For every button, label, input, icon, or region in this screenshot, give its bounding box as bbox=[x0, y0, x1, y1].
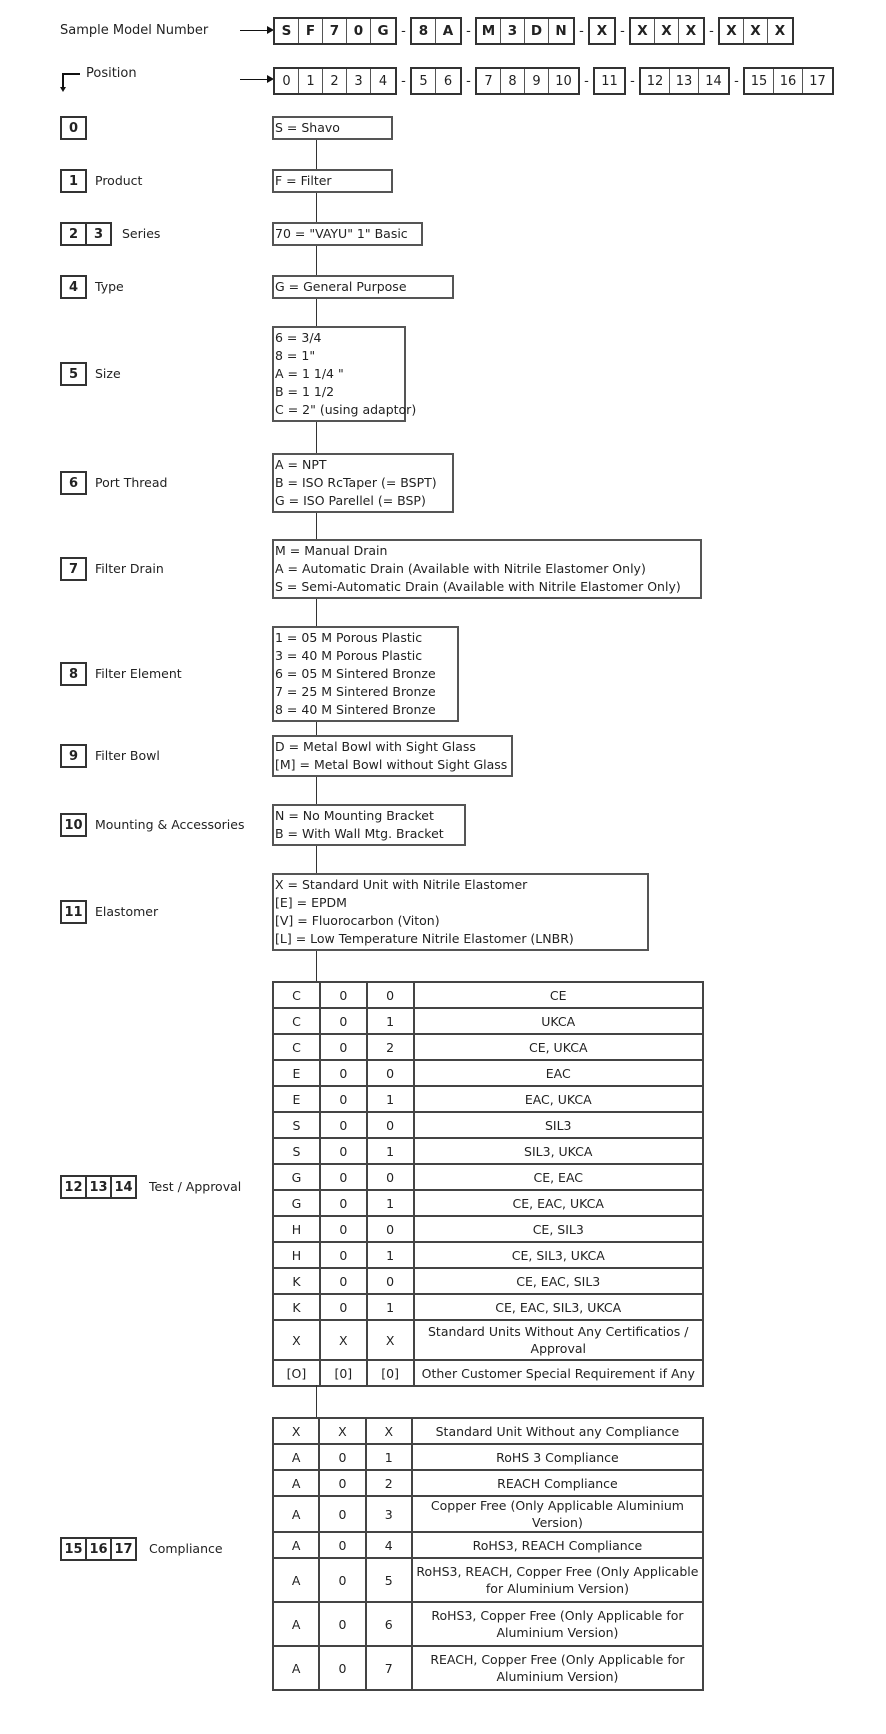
table-code-cell: 1 bbox=[367, 1190, 414, 1216]
table-code-cell: 0 bbox=[320, 1242, 367, 1268]
table-description-cell: CE, SIL3 bbox=[414, 1216, 704, 1242]
option-box bbox=[272, 326, 417, 422]
position-number-box: 17 bbox=[110, 1537, 137, 1561]
model-code-char: X bbox=[720, 19, 744, 43]
table-description-cell: CE, EAC, SIL3, UKCA bbox=[414, 1294, 704, 1320]
option-item: D = Metal Bowl with Sight Glass bbox=[275, 739, 476, 754]
position-sequence bbox=[273, 67, 834, 95]
table-row bbox=[273, 1190, 703, 1216]
position-boxes bbox=[60, 275, 87, 299]
table-code-cell: [O] bbox=[273, 1360, 320, 1386]
option-box bbox=[272, 626, 459, 722]
table-row bbox=[273, 1294, 703, 1320]
table-code-cell: 0 bbox=[367, 982, 414, 1008]
model-code-char: N bbox=[555, 23, 567, 39]
table-code-cell: X bbox=[367, 1320, 414, 1360]
position-number-box: 14 bbox=[110, 1175, 137, 1199]
connector-line bbox=[316, 599, 317, 626]
table-code-cell: H bbox=[273, 1216, 320, 1242]
table-description-cell: SIL3 bbox=[414, 1112, 704, 1138]
table-code-cell: C bbox=[273, 982, 320, 1008]
table-row bbox=[273, 1138, 703, 1164]
position-number: 13 bbox=[670, 69, 699, 93]
table-code-cell: 0 bbox=[319, 1496, 365, 1532]
table-description-cell: CE, EAC bbox=[414, 1164, 704, 1190]
table-code-cell: 2 bbox=[367, 1034, 414, 1060]
table-code-cell: A bbox=[273, 1646, 319, 1690]
position-number: 17 bbox=[809, 73, 826, 89]
table-row bbox=[273, 982, 703, 1008]
option-box bbox=[272, 169, 393, 193]
code-group bbox=[273, 67, 397, 95]
option-item: G = ISO Parellel (= BSP) bbox=[275, 493, 426, 508]
table-code-cell: 0 bbox=[320, 1216, 367, 1242]
table-code-cell: 0 bbox=[320, 982, 367, 1008]
table-row bbox=[273, 1646, 703, 1690]
table-code-cell: 7 bbox=[366, 1646, 412, 1690]
connector-line bbox=[316, 1385, 317, 1417]
model-code-char: X bbox=[685, 23, 697, 39]
section-name: Port Thread bbox=[95, 475, 168, 490]
section-name: Series bbox=[122, 226, 161, 241]
position-boxes bbox=[60, 662, 87, 686]
table-row bbox=[273, 1532, 703, 1558]
position-number: 9 bbox=[525, 69, 549, 93]
position-boxes bbox=[60, 813, 87, 837]
position-boxes bbox=[60, 116, 87, 140]
separator-dash: - bbox=[401, 73, 406, 89]
code-group bbox=[593, 67, 626, 95]
table-row bbox=[273, 1112, 703, 1138]
option-item: 6 = 3/4 bbox=[275, 330, 322, 345]
table-row bbox=[273, 1216, 703, 1242]
table-code-cell: 0 bbox=[320, 1034, 367, 1060]
option-item: 1 = 05 M Porous Plastic bbox=[275, 630, 423, 645]
section-name: Filter Element bbox=[95, 666, 182, 681]
model-code-char: 0 bbox=[347, 19, 371, 43]
model-code-char: X bbox=[744, 19, 768, 43]
table-description-cell: RoHS3, REACH Compliance bbox=[412, 1532, 703, 1558]
table-code-cell: 0 bbox=[319, 1444, 365, 1470]
position-boxes bbox=[60, 222, 112, 246]
code-group bbox=[273, 17, 397, 45]
table-row bbox=[273, 1164, 703, 1190]
connector-line bbox=[316, 193, 317, 222]
table-row bbox=[273, 1242, 703, 1268]
connector-line bbox=[316, 422, 317, 453]
option-item: B = ISO RcTaper (= BSPT) bbox=[275, 475, 437, 490]
position-number: 4 bbox=[378, 73, 388, 89]
position-number: 12 bbox=[641, 69, 670, 93]
option-box bbox=[272, 222, 423, 246]
table-code-cell: X bbox=[366, 1418, 412, 1444]
table-code-cell: 0 bbox=[319, 1602, 365, 1646]
model-code-char: 8 bbox=[412, 19, 436, 43]
position-number-box: 16 bbox=[85, 1537, 112, 1561]
table-code-cell: C bbox=[273, 1034, 320, 1060]
table-row bbox=[273, 1320, 703, 1360]
option-item: A = Automatic Drain (Available with Nitrile Elastomer Only) bbox=[275, 561, 646, 576]
model-code-char: X bbox=[596, 23, 608, 39]
code-table bbox=[272, 1417, 704, 1691]
option-box bbox=[272, 873, 649, 951]
table-code-cell: 0 bbox=[367, 1164, 414, 1190]
option-item: [L] = Low Temperature Nitrile Elastomer (LNBR) bbox=[275, 931, 574, 946]
position-number-box: 7 bbox=[60, 557, 87, 581]
table-code-cell: X bbox=[273, 1320, 320, 1360]
table-code-cell: 0 bbox=[367, 1112, 414, 1138]
table-code-cell: A bbox=[273, 1558, 319, 1602]
model-code-char: S bbox=[275, 19, 299, 43]
position-number: 3 bbox=[347, 69, 371, 93]
table-code-cell: G bbox=[273, 1164, 320, 1190]
option-item: 7 = 25 M Sintered Bronze bbox=[275, 684, 436, 699]
code-group bbox=[410, 17, 462, 45]
position-boxes bbox=[60, 1175, 137, 1199]
table-code-cell: A bbox=[273, 1470, 319, 1496]
position-number: 1 bbox=[299, 69, 323, 93]
position-number: 11 bbox=[601, 73, 618, 89]
table-description-cell: Other Customer Special Requirement if Any bbox=[414, 1360, 704, 1386]
position-boxes bbox=[60, 900, 87, 924]
option-item: C = 2" (using adaptor) bbox=[275, 402, 417, 417]
option-item: F = Filter bbox=[275, 173, 332, 188]
table-code-cell: E bbox=[273, 1060, 320, 1086]
table-code-cell: [0] bbox=[320, 1360, 367, 1386]
option-item: S = Semi-Automatic Drain (Available with Nitrile Elastomer Only) bbox=[275, 579, 681, 594]
position-boxes bbox=[60, 362, 87, 386]
position-number: 0 bbox=[275, 69, 299, 93]
table-code-cell: 0 bbox=[319, 1558, 365, 1602]
connector-line bbox=[316, 846, 317, 873]
connector-line bbox=[316, 777, 317, 804]
table-code-cell: A bbox=[273, 1444, 319, 1470]
table-description-cell: Copper Free (Only Applicable Aluminium Version) bbox=[412, 1496, 703, 1532]
table-code-cell: 1 bbox=[366, 1444, 412, 1470]
position-number: 6 bbox=[443, 73, 453, 89]
position-number: 5 bbox=[412, 69, 436, 93]
table-code-cell: 1 bbox=[367, 1138, 414, 1164]
option-box bbox=[272, 275, 454, 299]
table-code-cell: 0 bbox=[319, 1470, 365, 1496]
table-description-cell: REACH, Copper Free (Only Applicable for Aluminium Version) bbox=[412, 1646, 703, 1690]
table-description-cell: CE, UKCA bbox=[414, 1034, 704, 1060]
position-boxes bbox=[60, 557, 87, 581]
section-name: Test / Approval bbox=[149, 1179, 242, 1194]
table-row bbox=[273, 1268, 703, 1294]
option-item: 6 = 05 M Sintered Bronze bbox=[275, 666, 436, 681]
position-number-box: 2 bbox=[60, 222, 87, 246]
position-bracket-arrow bbox=[60, 87, 66, 92]
option-item: [V] = Fluorocarbon (Viton) bbox=[275, 913, 440, 928]
table-code-cell: E bbox=[273, 1086, 320, 1112]
code-group bbox=[588, 17, 616, 45]
position-boxes bbox=[60, 744, 87, 768]
table-code-cell: X bbox=[320, 1320, 367, 1360]
table-code-cell: 1 bbox=[367, 1242, 414, 1268]
section-name: Type bbox=[95, 279, 124, 294]
model-code-char: F bbox=[299, 19, 323, 43]
code-table bbox=[272, 981, 704, 1387]
section-name: Product bbox=[95, 173, 143, 188]
option-box bbox=[272, 804, 466, 846]
connector-line bbox=[316, 246, 317, 275]
option-item: S = Shavo bbox=[275, 120, 340, 135]
option-item: 8 = 40 M Sintered Bronze bbox=[275, 702, 436, 717]
section-name: Elastomer bbox=[95, 904, 159, 919]
separator-dash: - bbox=[709, 23, 714, 39]
position-number-box: 11 bbox=[60, 900, 87, 924]
table-code-cell: 1 bbox=[367, 1086, 414, 1112]
position-boxes bbox=[60, 471, 87, 495]
table-code-cell: 0 bbox=[320, 1138, 367, 1164]
table-row bbox=[273, 1418, 703, 1444]
position-number: 8 bbox=[501, 69, 525, 93]
section-name: Filter Drain bbox=[95, 561, 164, 576]
table-description-cell: RoHS3, REACH, Copper Free (Only Applicable for Aluminium Version) bbox=[412, 1558, 703, 1602]
code-group bbox=[475, 17, 575, 45]
separator-dash: - bbox=[466, 73, 471, 89]
position-boxes bbox=[60, 1537, 137, 1561]
separator-dash: - bbox=[466, 23, 471, 39]
table-row bbox=[273, 1444, 703, 1470]
connector-line bbox=[316, 513, 317, 539]
option-box bbox=[272, 539, 702, 599]
table-row bbox=[273, 1086, 703, 1112]
table-code-cell: 6 bbox=[366, 1602, 412, 1646]
option-item: X = Standard Unit with Nitrile Elastomer bbox=[275, 877, 528, 892]
option-item: N = No Mounting Bracket bbox=[275, 808, 434, 823]
separator-dash: - bbox=[630, 73, 635, 89]
table-code-cell: 0 bbox=[367, 1060, 414, 1086]
code-group bbox=[743, 67, 834, 95]
position-arrow bbox=[240, 79, 272, 80]
table-code-cell: X bbox=[273, 1418, 319, 1444]
sample-arrow bbox=[240, 30, 272, 31]
option-item: 3 = 40 M Porous Plastic bbox=[275, 648, 423, 663]
connector-line bbox=[316, 140, 317, 169]
separator-dash: - bbox=[734, 73, 739, 89]
section-name: Compliance bbox=[149, 1541, 223, 1556]
table-description-cell: CE, EAC, SIL3 bbox=[414, 1268, 704, 1294]
separator-dash: - bbox=[401, 23, 406, 39]
option-item: B = With Wall Mtg. Bracket bbox=[275, 826, 444, 841]
option-item: A = 1 1/4 " bbox=[275, 366, 344, 381]
table-code-cell: 0 bbox=[319, 1646, 365, 1690]
model-code-char: 3 bbox=[501, 19, 525, 43]
table-code-cell: 0 bbox=[367, 1216, 414, 1242]
table-description-cell: CE bbox=[414, 982, 704, 1008]
option-item: A = NPT bbox=[275, 457, 327, 472]
table-code-cell: 0 bbox=[320, 1190, 367, 1216]
position-number-box: 5 bbox=[60, 362, 87, 386]
table-code-cell: A bbox=[273, 1602, 319, 1646]
model-code-char: G bbox=[377, 23, 389, 39]
option-box bbox=[272, 735, 513, 777]
table-code-cell: 2 bbox=[366, 1470, 412, 1496]
connector-line bbox=[316, 299, 317, 326]
table-description-cell: RoHS3, Copper Free (Only Applicable for Aluminium Version) bbox=[412, 1602, 703, 1646]
table-description-cell: CE, EAC, UKCA bbox=[414, 1190, 704, 1216]
position-number: 14 bbox=[705, 73, 722, 89]
table-code-cell: C bbox=[273, 1008, 320, 1034]
model-code-char: 7 bbox=[323, 19, 347, 43]
position-number-box: 4 bbox=[60, 275, 87, 299]
option-box bbox=[272, 453, 454, 513]
position-number-box: 0 bbox=[60, 116, 87, 140]
table-code-cell: 1 bbox=[367, 1008, 414, 1034]
table-description-cell: Standard Units Without Any Certificatios / Approval bbox=[414, 1320, 704, 1360]
connector-line bbox=[316, 722, 317, 735]
table-code-cell: A bbox=[273, 1532, 319, 1558]
model-code-char: X bbox=[774, 23, 786, 39]
table-code-cell: 1 bbox=[367, 1294, 414, 1320]
position-number: 16 bbox=[774, 69, 803, 93]
position-number-box: 10 bbox=[60, 813, 87, 837]
position-number: 15 bbox=[745, 69, 774, 93]
table-code-cell: 5 bbox=[366, 1558, 412, 1602]
table-code-cell: 3 bbox=[366, 1496, 412, 1532]
code-group bbox=[629, 17, 705, 45]
position-number: 7 bbox=[477, 69, 501, 93]
table-code-cell: 0 bbox=[320, 1294, 367, 1320]
table-code-cell: 0 bbox=[320, 1268, 367, 1294]
option-item: G = General Purpose bbox=[275, 279, 407, 294]
position-number: 10 bbox=[555, 73, 572, 89]
table-code-cell: K bbox=[273, 1268, 320, 1294]
table-code-cell: 0 bbox=[320, 1086, 367, 1112]
table-row bbox=[273, 1360, 703, 1386]
model-code-char: X bbox=[631, 19, 655, 43]
option-item: 8 = 1" bbox=[275, 348, 316, 363]
position-number-box: 13 bbox=[85, 1175, 112, 1199]
table-row bbox=[273, 1060, 703, 1086]
code-group bbox=[475, 67, 580, 95]
table-description-cell: UKCA bbox=[414, 1008, 704, 1034]
table-code-cell: 0 bbox=[320, 1112, 367, 1138]
option-item: M = Manual Drain bbox=[275, 543, 388, 558]
separator-dash: - bbox=[584, 73, 589, 89]
code-group bbox=[639, 67, 730, 95]
option-item: [E] = EPDM bbox=[275, 895, 347, 910]
section-name: Size bbox=[95, 366, 121, 381]
table-code-cell: 0 bbox=[320, 1060, 367, 1086]
separator-dash: - bbox=[620, 23, 625, 39]
table-code-cell: 0 bbox=[320, 1164, 367, 1190]
sample-model-code bbox=[273, 17, 794, 45]
section-name: Filter Bowl bbox=[95, 748, 160, 763]
table-code-cell: 0 bbox=[367, 1268, 414, 1294]
section-name: Mounting & Accessories bbox=[95, 817, 245, 832]
table-row bbox=[273, 1470, 703, 1496]
option-item: [M] = Metal Bowl without Sight Glass bbox=[275, 757, 508, 772]
position-number: 2 bbox=[323, 69, 347, 93]
option-item: 70 = "VAYU" 1" Basic bbox=[275, 226, 408, 241]
table-description-cell: CE, SIL3, UKCA bbox=[414, 1242, 704, 1268]
position-number-box: 12 bbox=[60, 1175, 87, 1199]
table-description-cell: RoHS 3 Compliance bbox=[412, 1444, 703, 1470]
position-number-box: 8 bbox=[60, 662, 87, 686]
table-code-cell: G bbox=[273, 1190, 320, 1216]
code-group bbox=[718, 17, 794, 45]
table-code-cell: A bbox=[273, 1496, 319, 1532]
separator-dash: - bbox=[579, 23, 584, 39]
table-row bbox=[273, 1034, 703, 1060]
table-row bbox=[273, 1602, 703, 1646]
table-description-cell: REACH Compliance bbox=[412, 1470, 703, 1496]
table-code-cell: 0 bbox=[319, 1532, 365, 1558]
model-code-char: X bbox=[655, 19, 679, 43]
table-description-cell: Standard Unit Without any Compliance bbox=[412, 1418, 703, 1444]
table-code-cell: S bbox=[273, 1112, 320, 1138]
option-item: B = 1 1/2 bbox=[275, 384, 335, 399]
position-number-box: 1 bbox=[60, 169, 87, 193]
connector-line bbox=[316, 951, 317, 981]
position-label: Position bbox=[86, 66, 137, 81]
position-number-box: 6 bbox=[60, 471, 87, 495]
model-code-char: M bbox=[477, 19, 501, 43]
position-boxes bbox=[60, 169, 87, 193]
position-number-box: 3 bbox=[85, 222, 112, 246]
table-code-cell: K bbox=[273, 1294, 320, 1320]
table-code-cell: 0 bbox=[320, 1008, 367, 1034]
position-number-box: 9 bbox=[60, 744, 87, 768]
model-code-char: A bbox=[442, 23, 454, 39]
table-description-cell: EAC, UKCA bbox=[414, 1086, 704, 1112]
table-code-cell: X bbox=[319, 1418, 365, 1444]
model-code-char: D bbox=[525, 19, 549, 43]
sample-model-label: Sample Model Number bbox=[60, 23, 209, 38]
position-number-box: 15 bbox=[60, 1537, 87, 1561]
table-code-cell: 4 bbox=[366, 1532, 412, 1558]
table-description-cell: SIL3, UKCA bbox=[414, 1138, 704, 1164]
table-code-cell: [0] bbox=[367, 1360, 414, 1386]
code-group bbox=[410, 67, 462, 95]
table-code-cell: H bbox=[273, 1242, 320, 1268]
table-description-cell: EAC bbox=[414, 1060, 704, 1086]
option-box bbox=[272, 116, 393, 140]
table-code-cell: S bbox=[273, 1138, 320, 1164]
table-row bbox=[273, 1008, 703, 1034]
table-row bbox=[273, 1558, 703, 1602]
table-row bbox=[273, 1496, 703, 1532]
